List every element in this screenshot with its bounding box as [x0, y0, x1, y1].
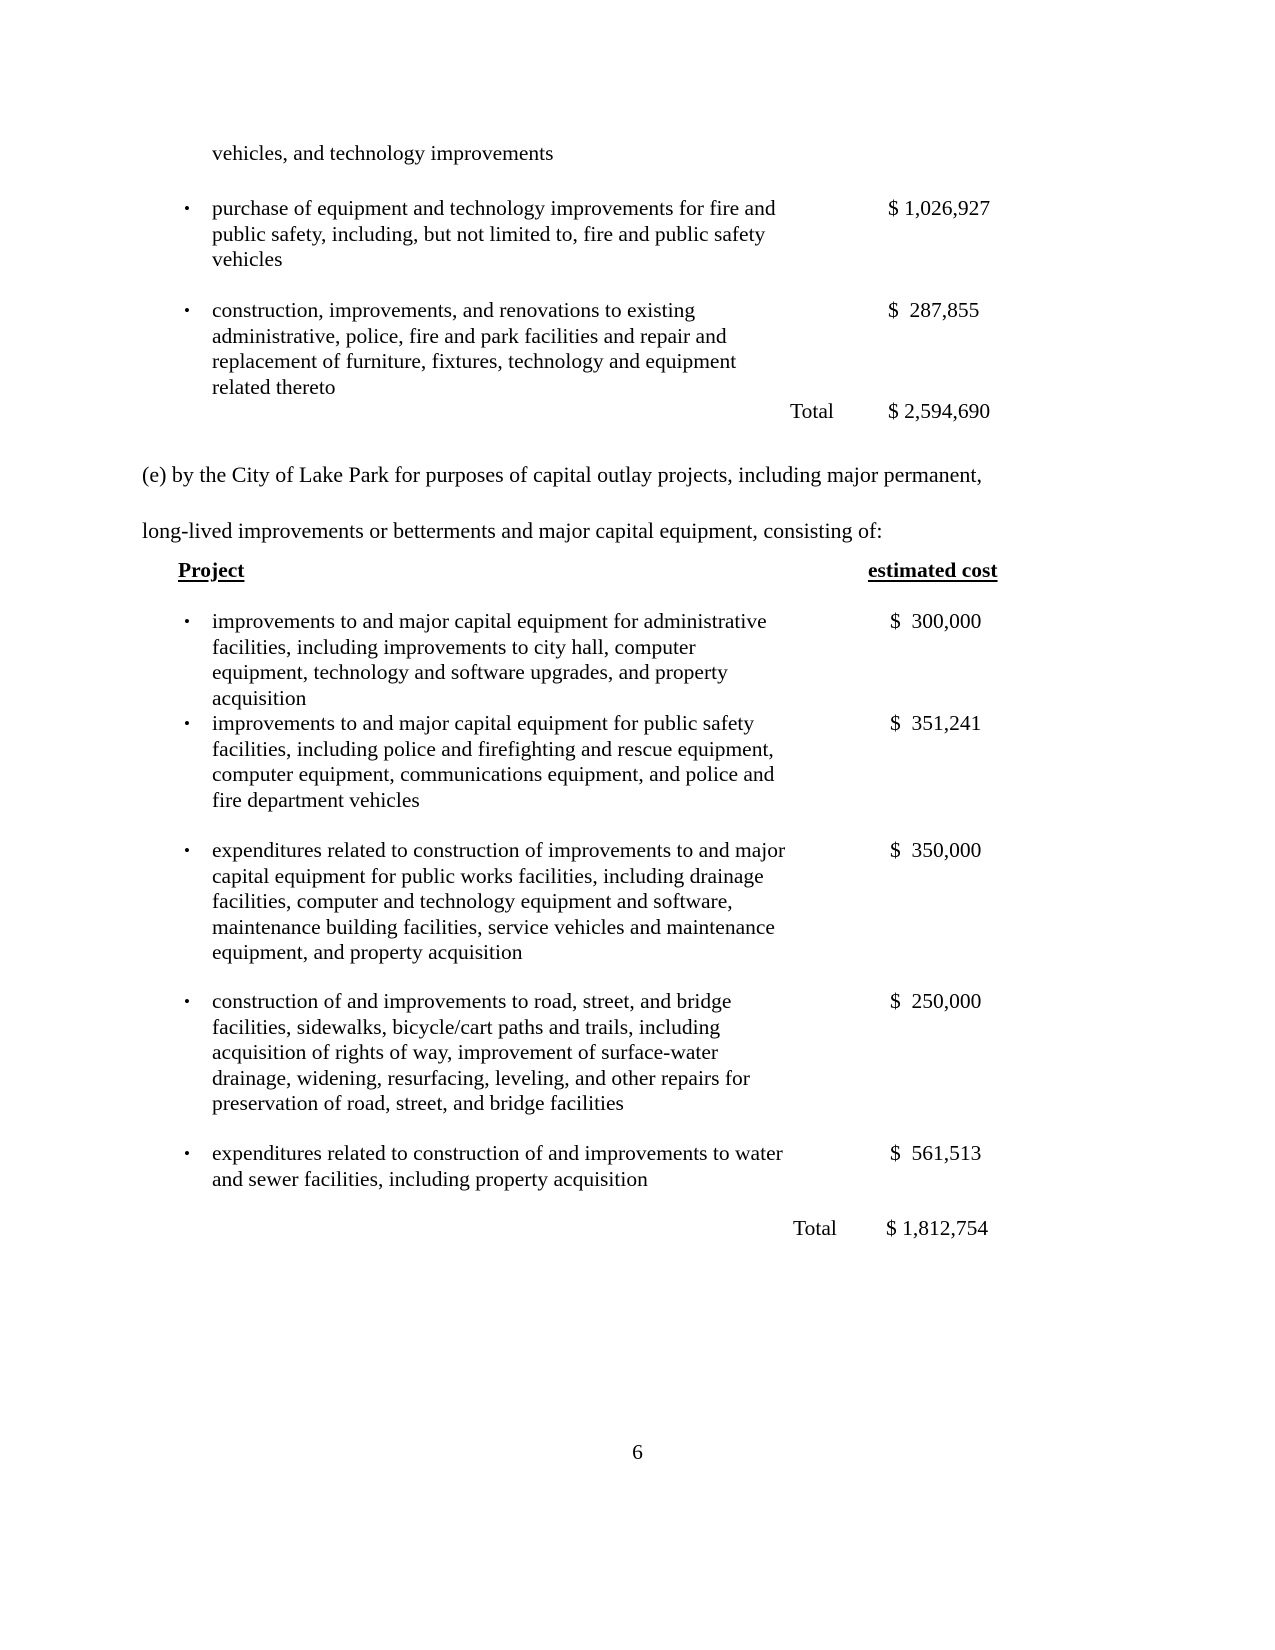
list-item-amount: $ 1,026,927 [888, 196, 991, 220]
bullet-icon: • [184, 612, 190, 631]
list-item [178, 196, 788, 273]
list-item-description: construction, improvements, and renovations to existing administrative, police, fire and park facilities and repair and replacement of furniture, fixtures, technology and equipment related thereto [212, 298, 737, 399]
page-number: 6 [632, 1440, 643, 1464]
list-item-description: improvements to and major capital equipment for public safety facilities, including police and firefighting and rescue equipment, computer equipment, communications equipment, and police and fire department vehicles [212, 711, 775, 812]
list-item [178, 609, 793, 711]
column-header-project: Project [178, 558, 245, 582]
list-item-amount: $ 287,855 [888, 298, 980, 322]
bullet-icon: • [184, 199, 190, 218]
list-item [178, 711, 793, 813]
bullet-icon: • [184, 992, 190, 1011]
list-item [178, 1141, 818, 1192]
total-label: Total [793, 1216, 837, 1240]
total-amount: $ 1,812,754 [886, 1216, 989, 1240]
list-item-amount: $ 351,241 [890, 711, 982, 735]
list-item-description: expenditures related to construction of improvements to and major capital equipment for public works facilities, including drainage facilities, computer and technology equipment and software, maintenance building facilities, service vehicles and maintenance equipment, and property acquisition [212, 838, 786, 964]
list-item [178, 989, 793, 1117]
total-label: Total [790, 399, 834, 423]
list-item [178, 838, 823, 966]
list-item-description: construction of and improvements to road, street, and bridge facilities, sidewalks, bicycle/cart paths and trails, including acquisition of rights of way, improvement of surface-water drainage, widening, resurfacing, leveling, and other repairs for preservation of road, street, and bridge facilities [212, 989, 750, 1115]
list-item-amount: $ 250,000 [890, 989, 982, 1013]
bullet-icon: • [184, 301, 190, 320]
list-item-description: improvements to and major capital equipment for administrative facilities, including improvements to city hall, computer equipment, technology and software upgrades, and property acquisition [212, 609, 767, 710]
list-item [178, 298, 788, 400]
list-item-amount: $ 300,000 [890, 609, 982, 633]
list-item-amount: $ 350,000 [890, 838, 982, 862]
list-item-description: expenditures related to construction of and improvements to water and sewer facilities, including property acquisition [212, 1141, 783, 1191]
column-header-estimated-cost: estimated cost [868, 558, 998, 582]
bullet-icon: • [184, 1144, 190, 1163]
paragraph-e-line-2: long-lived improvements or betterments and major capital equipment, consisting of: [142, 518, 883, 543]
paragraph-e-line-1: (e) by the City of Lake Park for purposes of capital outlay projects, including major permanent, [142, 462, 983, 487]
total-amount: $ 2,594,690 [888, 399, 991, 423]
continued-text-line: vehicles, and technology improvements [212, 141, 554, 165]
list-item-description: purchase of equipment and technology improvements for fire and public safety, including, but not limited to, fire and public safety vehicles [212, 196, 776, 271]
bullet-icon: • [184, 841, 190, 860]
list-item-amount: $ 561,513 [890, 1141, 982, 1165]
bullet-icon: • [184, 714, 190, 733]
